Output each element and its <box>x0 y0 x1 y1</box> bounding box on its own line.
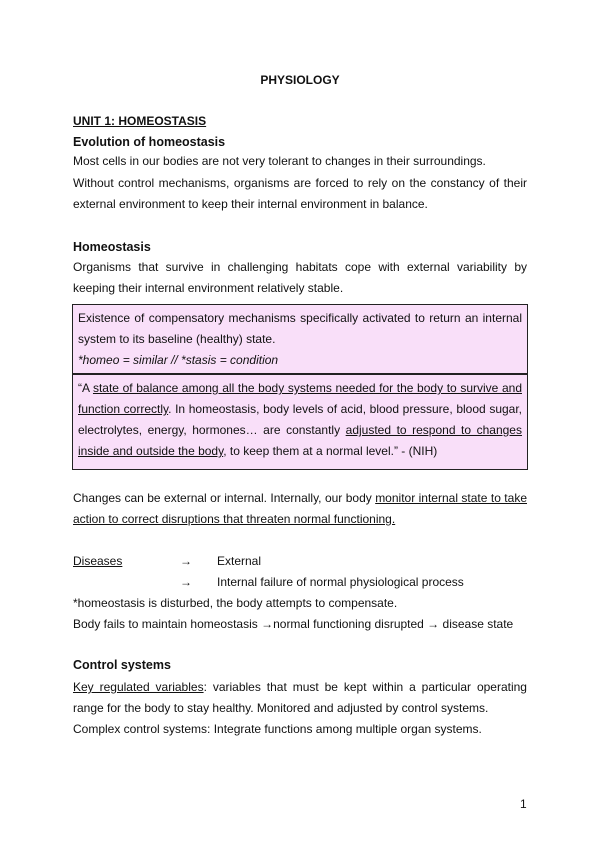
changes-paragraph <box>73 488 527 530</box>
unit-heading: UNIT 1: HOMEOSTASIS <box>73 114 207 128</box>
definition-box <box>72 304 528 374</box>
nih-quote <box>78 378 522 462</box>
nih-quote-box <box>72 374 528 470</box>
control-heading: Control systems <box>73 658 171 672</box>
document-title: PHYSIOLOGY <box>260 73 340 87</box>
quote-underlined-2: adjusted to respond to changes inside and outside the body <box>78 423 522 458</box>
changes-start: Changes can be external or internal. Internally, our body <box>73 491 376 505</box>
changes-underlined: monitor internal state to take action to correct disruptions that threaten normal functioning. <box>73 491 527 526</box>
key-variables-paragraph <box>73 677 527 719</box>
arrow-icon: → <box>180 554 192 568</box>
etymology-note: *homeo = similar // *stasis = condition <box>78 353 279 367</box>
quote-open: “A <box>78 381 93 395</box>
compensation-note: *homeostasis is disturbed, the body attempts to compensate. <box>73 596 398 610</box>
homeostasis-heading: Homeostasis <box>73 240 151 254</box>
diseases-label: Diseases <box>73 554 123 568</box>
disease-chain: Body fails to maintain homeostasis →normal functioning disrupted → disease state <box>73 617 514 631</box>
quote-underlined-1: state of balance among all the body systems needed for the body to survive and function correctly <box>78 381 522 416</box>
definition-text: Existence of compensatory mechanisms specifically activated to return an internal system to its baseline (healthy) state. <box>78 311 522 346</box>
key-variables-text: : variables that must be kept within a particular operating range for the body to stay healthy. Monitored and adjusted by control systems. <box>73 680 527 715</box>
page-number: 1 <box>520 797 527 811</box>
evolution-heading: Evolution of homeostasis <box>73 135 226 149</box>
key-variables-label: Key regulated variables <box>73 680 204 694</box>
quote-end: , to keep them at a normal level.” - (NIH) <box>223 444 438 458</box>
complex-control-line: Complex control systems: Integrate functions among multiple organ systems. <box>73 722 482 736</box>
homeostasis-paragraph: Organisms that survive in challenging habitats cope with external variability by keeping their internal environment relatively stable. <box>73 260 527 295</box>
diseases-external: External <box>217 554 262 568</box>
evolution-paragraph: Without control mechanisms, organisms are forced to rely on the constancy of their external environment to keep their internal environment in balance. <box>73 176 527 211</box>
quote-middle: . In homeostasis, body levels of acid, blood pressure, blood sugar, electrolytes, energy, hormones… are constantly <box>78 402 523 437</box>
arrow-icon: → <box>180 575 192 589</box>
evolution-line: Most cells in our bodies are not very tolerant to changes in their surroundings. <box>73 154 486 168</box>
diseases-internal: Internal failure of normal physiological process <box>217 575 464 589</box>
